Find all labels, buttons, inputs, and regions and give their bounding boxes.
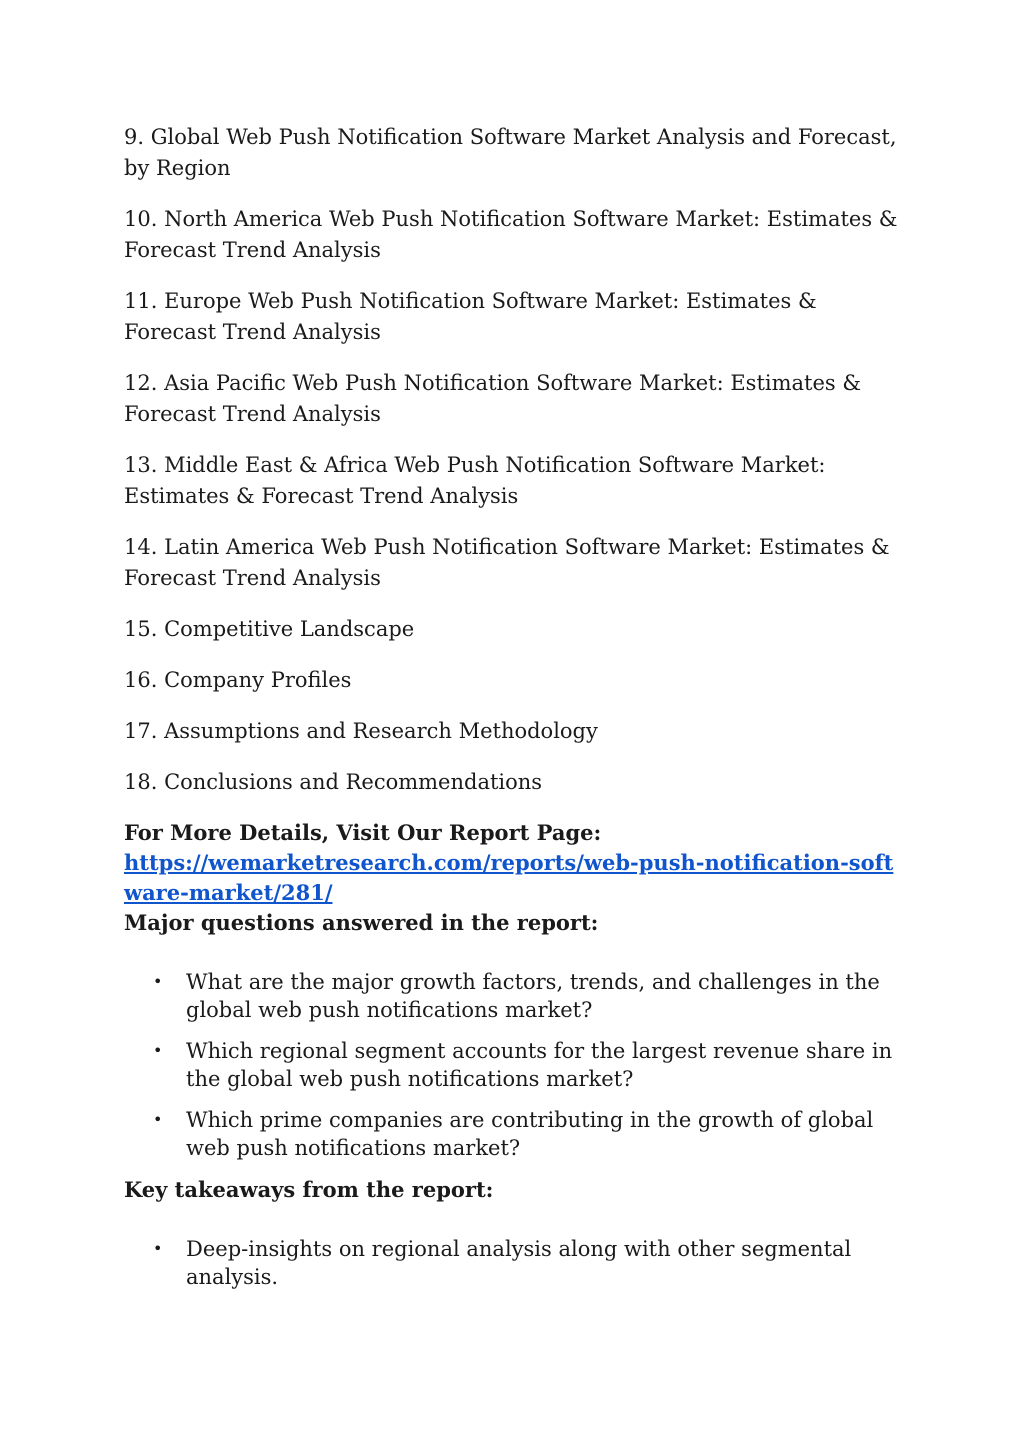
list-item bbox=[124, 1106, 904, 1162]
bullet-icon: • bbox=[153, 972, 163, 991]
toc-item: 16. Company Profiles bbox=[124, 668, 352, 692]
toc-item: 14. Latin America Web Push Notification Software Market: Estimates & Forecast Trend Analysis bbox=[124, 535, 890, 590]
bullet-icon: • bbox=[153, 1041, 163, 1060]
question-text: Which regional segment accounts for the largest revenue share in the global web push notifications market? bbox=[186, 1039, 893, 1091]
list-item bbox=[124, 1037, 904, 1093]
toc-item: 13. Middle East & Africa Web Push Notification Software Market: Estimates & Forecast Trend Analysis bbox=[124, 453, 826, 508]
takeaway-text: Deep-insights on regional analysis along with other segmental analysis. bbox=[186, 1237, 852, 1289]
toc-item: 15. Competitive Landscape bbox=[124, 617, 415, 641]
toc-item: 12. Asia Pacific Web Push Notification Software Market: Estimates & Forecast Trend Analysis bbox=[124, 371, 862, 426]
document-content bbox=[124, 122, 904, 1304]
list-item bbox=[124, 968, 904, 1024]
question-text: What are the major growth factors, trends, and challenges in the global web push notifications market? bbox=[186, 970, 880, 1022]
question-text: Which prime companies are contributing in the growth of global web push notifications market? bbox=[186, 1108, 874, 1160]
toc-item: 10. North America Web Push Notification Software Market: Estimates & Forecast Trend Analysis bbox=[124, 207, 898, 262]
table-of-contents bbox=[124, 122, 904, 798]
questions-heading: Major questions answered in the report: bbox=[124, 910, 599, 935]
toc-item: 18. Conclusions and Recommendations bbox=[124, 770, 543, 794]
bullet-icon: • bbox=[153, 1110, 163, 1129]
takeaways-list bbox=[124, 1235, 904, 1291]
toc-item: 11. Europe Web Push Notification Software Market: Estimates & Forecast Trend Analysis bbox=[124, 289, 817, 344]
details-heading: For More Details, Visit Our Report Page: bbox=[124, 820, 602, 845]
questions-list bbox=[124, 968, 904, 1162]
list-item bbox=[124, 1235, 904, 1291]
toc-item: 17. Assumptions and Research Methodology bbox=[124, 719, 598, 743]
takeaways-heading: Key takeaways from the report: bbox=[124, 1177, 494, 1202]
toc-item: 9. Global Web Push Notification Software Market Analysis and Forecast, by Region bbox=[124, 125, 897, 180]
report-page-link[interactable]: https://wemarketresearch.com/reports/web-push-notification-software-market/281/ bbox=[124, 850, 894, 905]
bullet-icon: • bbox=[153, 1239, 163, 1258]
